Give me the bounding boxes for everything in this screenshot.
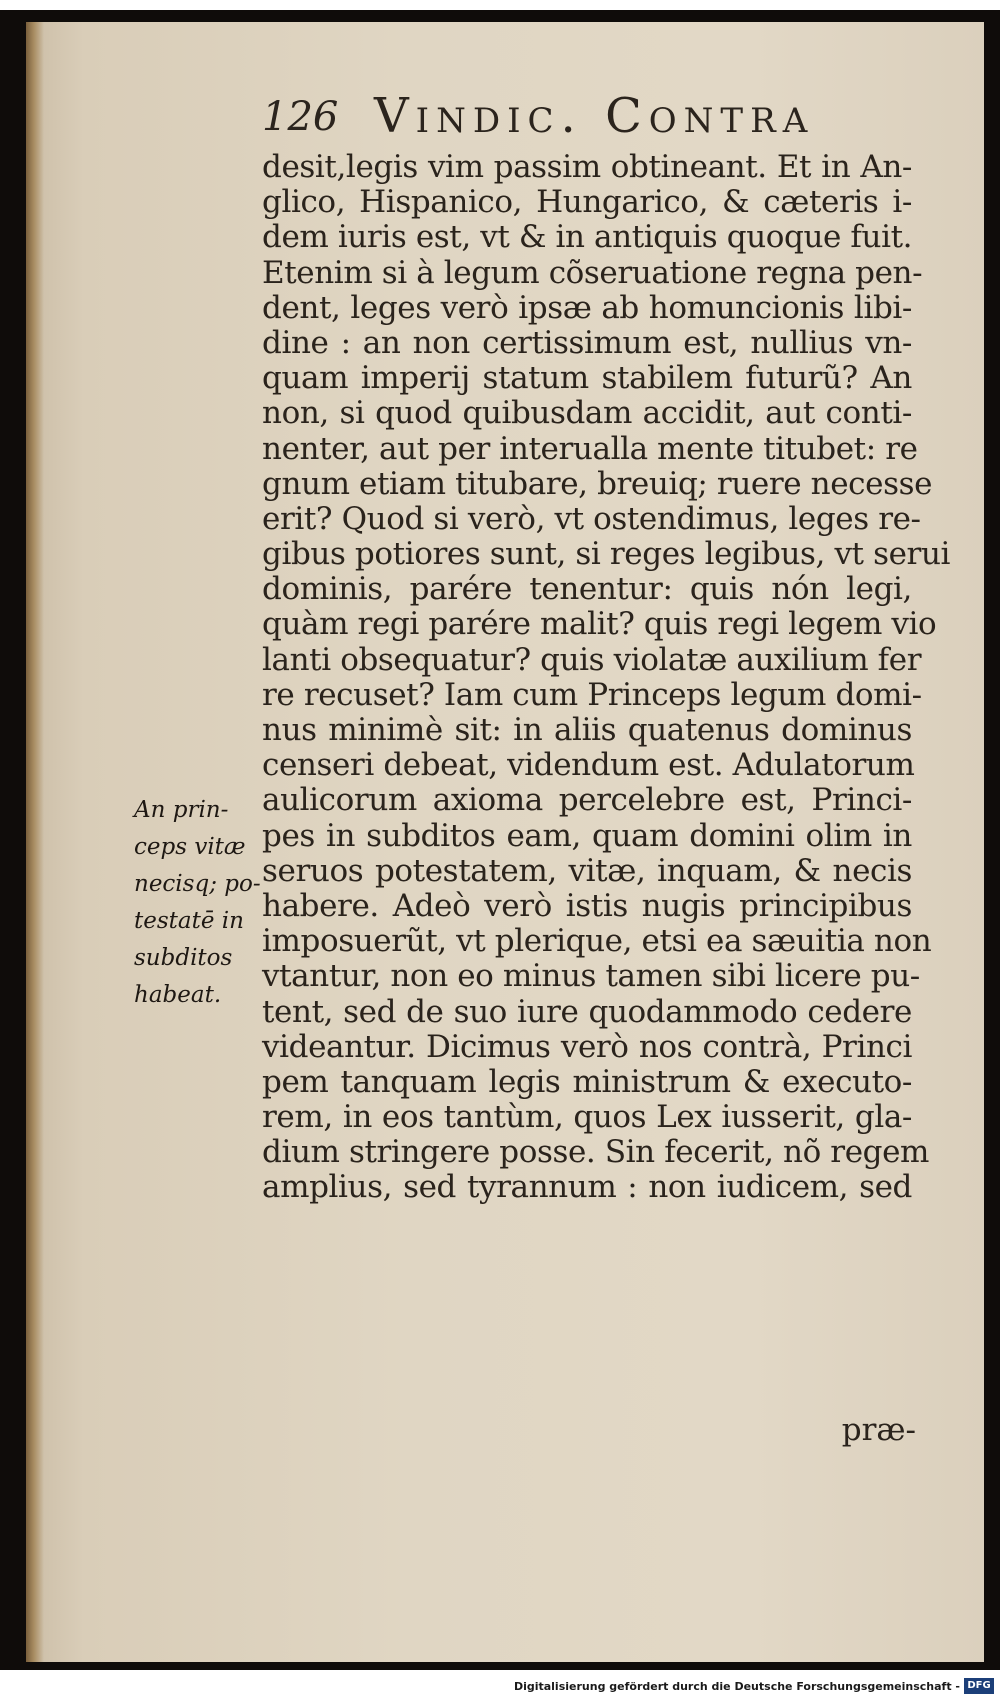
- page-binding-edge: [26, 22, 44, 1662]
- text-line: tent, sed de suo iure quodammodo cedere: [262, 993, 912, 1030]
- text-line: nenter, aut per interualla mente titubet: re: [262, 430, 918, 467]
- text-line: censeri debeat, videndum est. Adulatorum: [262, 747, 915, 784]
- dfg-logo: DFG: [964, 1678, 994, 1694]
- text-line: pem tanquam legis ministrum & executo-: [262, 1063, 912, 1100]
- catchword: præ-: [841, 1412, 916, 1448]
- text-line: aulicorum axioma percelebre est, Princi-: [262, 782, 912, 819]
- text-line: pes in subditos eam, quam domini olim in: [262, 817, 912, 854]
- margin-note-line: testatē in: [134, 908, 244, 934]
- text-line: rem, in eos tantùm, quos Lex iusserit, gla-: [262, 1099, 912, 1136]
- text-line: videantur. Dicimus verò nos contrà, Princi: [262, 1028, 912, 1065]
- text-line: Etenim si à legum cõseruatione regna pen-: [262, 254, 923, 291]
- text-line: gnum etiam titubare, breuiq; ruere necesse: [262, 465, 933, 502]
- text-line: dem iuris est, vt & in antiquis quoque fuit.: [262, 219, 913, 256]
- footer-bar: [0, 1672, 1000, 1707]
- page-number: 126: [262, 94, 339, 140]
- text-line: re recuset? Iam cum Princeps legum domi-: [262, 676, 922, 713]
- text-line: vtantur, non eo minus tamen sibi licere pu-: [262, 958, 920, 995]
- body-text: [262, 149, 951, 1206]
- text-line: habere. Adeò verò istis nugis principibus: [262, 887, 912, 924]
- running-title: Vindic. Contra: [374, 88, 815, 144]
- margin-note-line: subditos: [134, 945, 233, 971]
- text-line: desit,legis vim passim obtineant. Et in An-: [262, 149, 912, 185]
- text-line: non, si quod quibusdam accidit, aut conti-: [262, 395, 912, 432]
- text-line: gibus potiores sunt, si reges legibus, vt serui: [262, 536, 951, 573]
- text-line: quàm regi parére malit? quis regi legem vio: [262, 606, 937, 643]
- text-line: imposuerũt, vt plerique, etsi ea sæuitia non: [262, 923, 932, 960]
- text-line: glico, Hispanico, Hungarico, & cæteris i-: [262, 184, 912, 221]
- text-line: amplius, sed tyrannum : non iudicem, sed: [262, 1169, 912, 1206]
- text-line: dium stringere posse. Sin fecerit, nõ regem: [262, 1134, 930, 1171]
- page-header: [262, 88, 922, 148]
- margin-note-line: habeat.: [134, 982, 222, 1008]
- text-line: dine : an non certissimum est, nullius vn-: [262, 324, 912, 361]
- text-line: dent, leges verò ipsæ ab homuncionis libi-: [262, 289, 912, 326]
- funding-credit: Digitalisierung gefördert durch die Deutsche Forschungsgemeinschaft -: [513, 1680, 960, 1693]
- text-line: seruos potestatem, vitæ, inquam, & necis: [262, 852, 912, 889]
- margin-note-line: An prin-: [134, 797, 229, 823]
- text-line: lanti obsequatur? quis violatæ auxilium fer: [262, 641, 922, 678]
- margin-note-line: necisq; po-: [134, 871, 261, 897]
- margin-note: [134, 792, 261, 1014]
- margin-note-line: ceps vitæ: [134, 834, 246, 860]
- text-line: quam imperij statum stabilem futurũ? An: [262, 360, 912, 397]
- text-line: dominis, parére tenentur: quis nón legi,: [262, 571, 912, 608]
- text-line: nus minimè sit: in aliis quatenus dominus: [262, 712, 912, 748]
- text-line: erit? Quod si verò, vt ostendimus, leges re-: [262, 500, 921, 537]
